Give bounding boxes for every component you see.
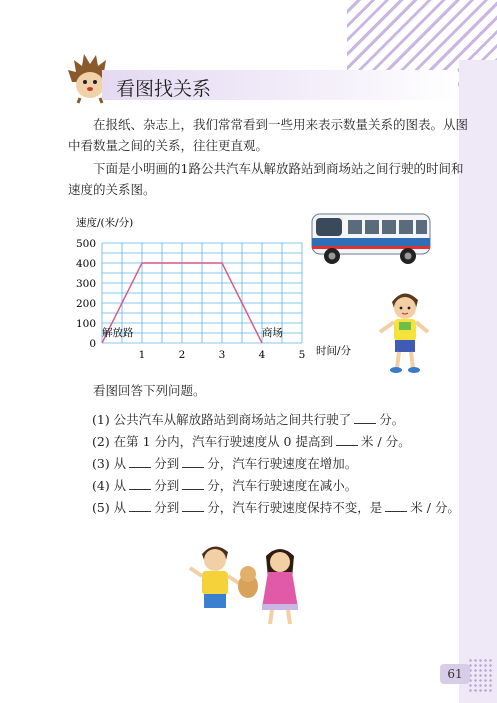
question-item bbox=[92, 476, 357, 494]
start-station-label: 解放路 bbox=[102, 327, 134, 339]
intro-paragraph-2 bbox=[68, 158, 468, 200]
answer-blank[interactable] bbox=[129, 477, 151, 490]
dot-pattern-decoration bbox=[468, 658, 494, 694]
y-tick-label: 300 bbox=[75, 278, 96, 290]
answer-blank[interactable] bbox=[182, 499, 204, 512]
question-text: 分。 bbox=[379, 412, 405, 427]
question-text: 分，汽车行驶速度在增加。 bbox=[207, 456, 358, 471]
y-tick-label: 0 bbox=[89, 338, 96, 350]
y-tick-label: 100 bbox=[75, 318, 96, 330]
answer-blank[interactable] bbox=[336, 433, 358, 446]
question-text: 米 / 分。 bbox=[410, 500, 460, 515]
question-text: 分，汽车行驶速度保持不变，是 bbox=[207, 500, 383, 515]
bus-illustration bbox=[308, 208, 434, 270]
y-tick-labels bbox=[76, 238, 96, 350]
y-tick-label: 500 bbox=[75, 238, 96, 250]
question-item bbox=[92, 410, 404, 428]
y-tick-label: 200 bbox=[75, 298, 96, 310]
question-text: 米 / 分。 bbox=[360, 434, 411, 449]
question-text: (3) 从 bbox=[92, 456, 127, 471]
x-tick-label: 2 bbox=[178, 349, 186, 361]
question-text: (2) 在第 1 分内，汽车行驶速度从 0 提高到 bbox=[92, 434, 333, 449]
question-text: 分到 bbox=[154, 478, 180, 493]
intro-paragraph-1-text: 在报纸、杂志上，我们常常看到一些用来表示数量关系的图表。从图中看数量之间的关系，往往更直观。 bbox=[68, 117, 469, 153]
end-station-label: 商场 bbox=[262, 327, 283, 339]
x-tick-label: 3 bbox=[218, 349, 226, 361]
page-edge-band bbox=[459, 60, 497, 703]
intro-paragraph-1 bbox=[68, 114, 468, 156]
question-text: (4) 从 bbox=[92, 478, 127, 493]
y-tick-label: 400 bbox=[75, 258, 96, 270]
answer-blank[interactable] bbox=[182, 477, 204, 490]
boy-illustration bbox=[376, 288, 432, 376]
x-tick-labels bbox=[139, 349, 306, 361]
question-text: 分，汽车行驶速度在减小。 bbox=[207, 478, 358, 493]
question-text: (1) 公共汽车从解放路站到商场站之间共行驶了 bbox=[92, 412, 352, 427]
question-item bbox=[92, 454, 357, 472]
question-text: 分到 bbox=[154, 500, 180, 515]
x-axis-label: 时间/分 bbox=[316, 345, 352, 357]
answer-blank[interactable] bbox=[129, 499, 151, 512]
answer-blank[interactable] bbox=[354, 411, 376, 424]
page-number: 61 bbox=[440, 664, 470, 684]
answer-blank[interactable] bbox=[129, 455, 151, 468]
x-tick-label: 5 bbox=[298, 349, 306, 361]
question-text: 分到 bbox=[154, 456, 180, 471]
x-tick-label: 4 bbox=[258, 349, 266, 361]
answer-blank[interactable] bbox=[385, 499, 407, 512]
question-item bbox=[92, 498, 460, 516]
question-item bbox=[92, 432, 411, 450]
page-title: 看图找关系 bbox=[116, 78, 212, 100]
questions-heading: 看图回答下列问题。 bbox=[93, 383, 206, 398]
x-tick-label: 1 bbox=[138, 349, 146, 361]
intro-paragraph-2-text: 下面是小明画的1路公共汽车从解放路站到商场站之间行驶的时间和速度的关系图。 bbox=[68, 161, 464, 197]
y-axis-label: 速度/(米/分) bbox=[76, 217, 134, 229]
question-text: (5) 从 bbox=[92, 500, 127, 515]
answer-blank[interactable] bbox=[182, 455, 204, 468]
children-illustration bbox=[188, 538, 310, 628]
